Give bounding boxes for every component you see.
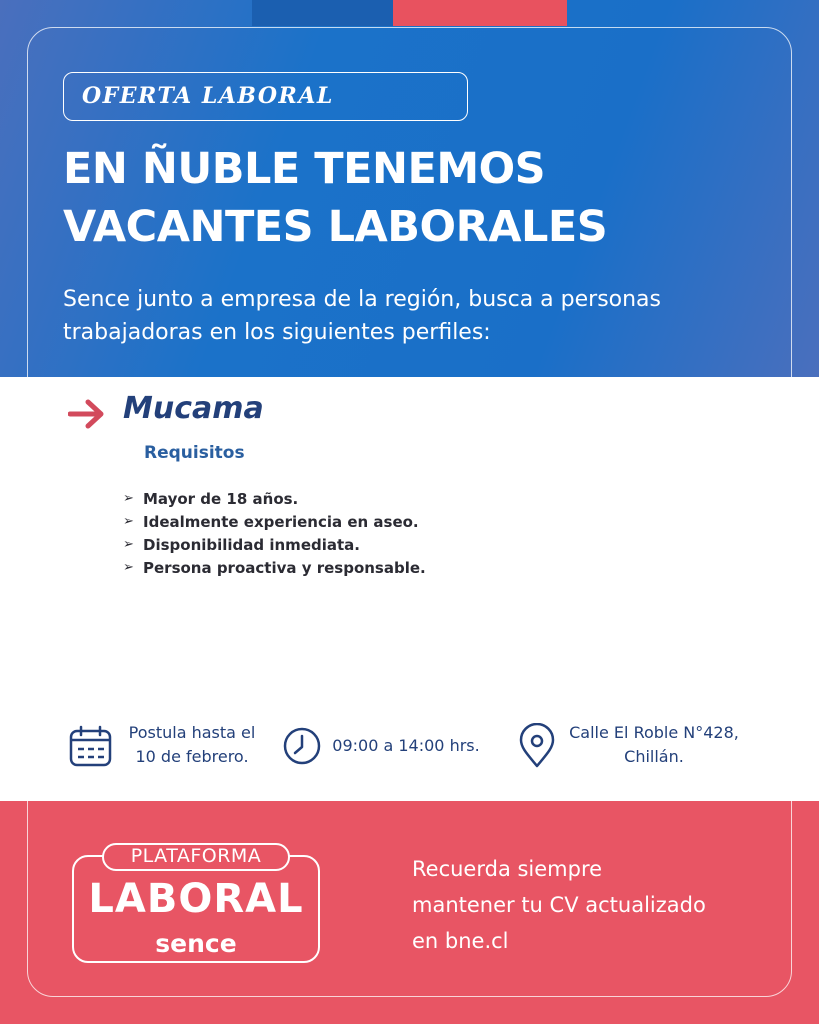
requirements-list: [123, 487, 426, 579]
flag-stripe-red: [393, 0, 567, 26]
list-item: [123, 487, 426, 510]
chevron-right-icon: ➢: [123, 491, 134, 506]
cta-line-3: en bne.cl: [412, 929, 509, 953]
hours-text: 09:00 a 14:00 hrs.: [332, 736, 480, 755]
list-item: [123, 510, 426, 533]
cta-line-1: Recuerda siempre: [412, 857, 603, 881]
calendar-icon: [69, 725, 112, 767]
headline: [63, 140, 607, 256]
flag-stripe-blue: [252, 0, 393, 26]
logo-pill: PLATAFORMA: [102, 843, 290, 871]
requirements-title: Requisitos: [144, 443, 245, 463]
cta-line-2: mantener tu CV actualizado: [412, 893, 706, 917]
address-line-2: Chillán.: [624, 747, 684, 766]
requirement-text: Idealmente experiencia en aseo.: [143, 512, 419, 531]
logo-brand: sence: [155, 929, 237, 958]
deadline-text: [118, 721, 266, 769]
requirement-text: Mayor de 18 años.: [143, 489, 299, 508]
requirement-text: Disponibilidad inmediata.: [143, 535, 360, 554]
location-pin-icon: [518, 723, 556, 769]
address-line-1: Calle El Roble N°428,: [569, 723, 739, 742]
chevron-right-icon: ➢: [123, 514, 134, 529]
headline-line-1: EN ÑUBLE TENEMOS: [63, 144, 546, 194]
list-item: [123, 533, 426, 556]
offer-tag: OFERTA LABORAL: [82, 83, 334, 109]
chevron-right-icon: ➢: [123, 560, 134, 575]
arrow-right-icon: [68, 398, 106, 430]
chevron-right-icon: ➢: [123, 537, 134, 552]
cta-text: [412, 851, 782, 959]
list-item: [123, 556, 426, 579]
plataforma-laboral-logo: [72, 843, 322, 968]
job-title: Mucama: [123, 391, 264, 426]
subtitle: Sence junto a empresa de la región, busca a personas trabajadoras en los siguientes perfiles:: [63, 287, 661, 345]
clock-icon: [282, 726, 322, 766]
logo-main: LABORAL: [88, 876, 304, 922]
requirement-text: Persona proactiva y responsable.: [143, 558, 426, 577]
deadline-line-2: 10 de febrero.: [135, 747, 249, 766]
deadline-line-1: Postula hasta el: [128, 723, 256, 742]
headline-line-2: VACANTES LABORALES: [63, 202, 608, 252]
address-text: [556, 721, 752, 769]
